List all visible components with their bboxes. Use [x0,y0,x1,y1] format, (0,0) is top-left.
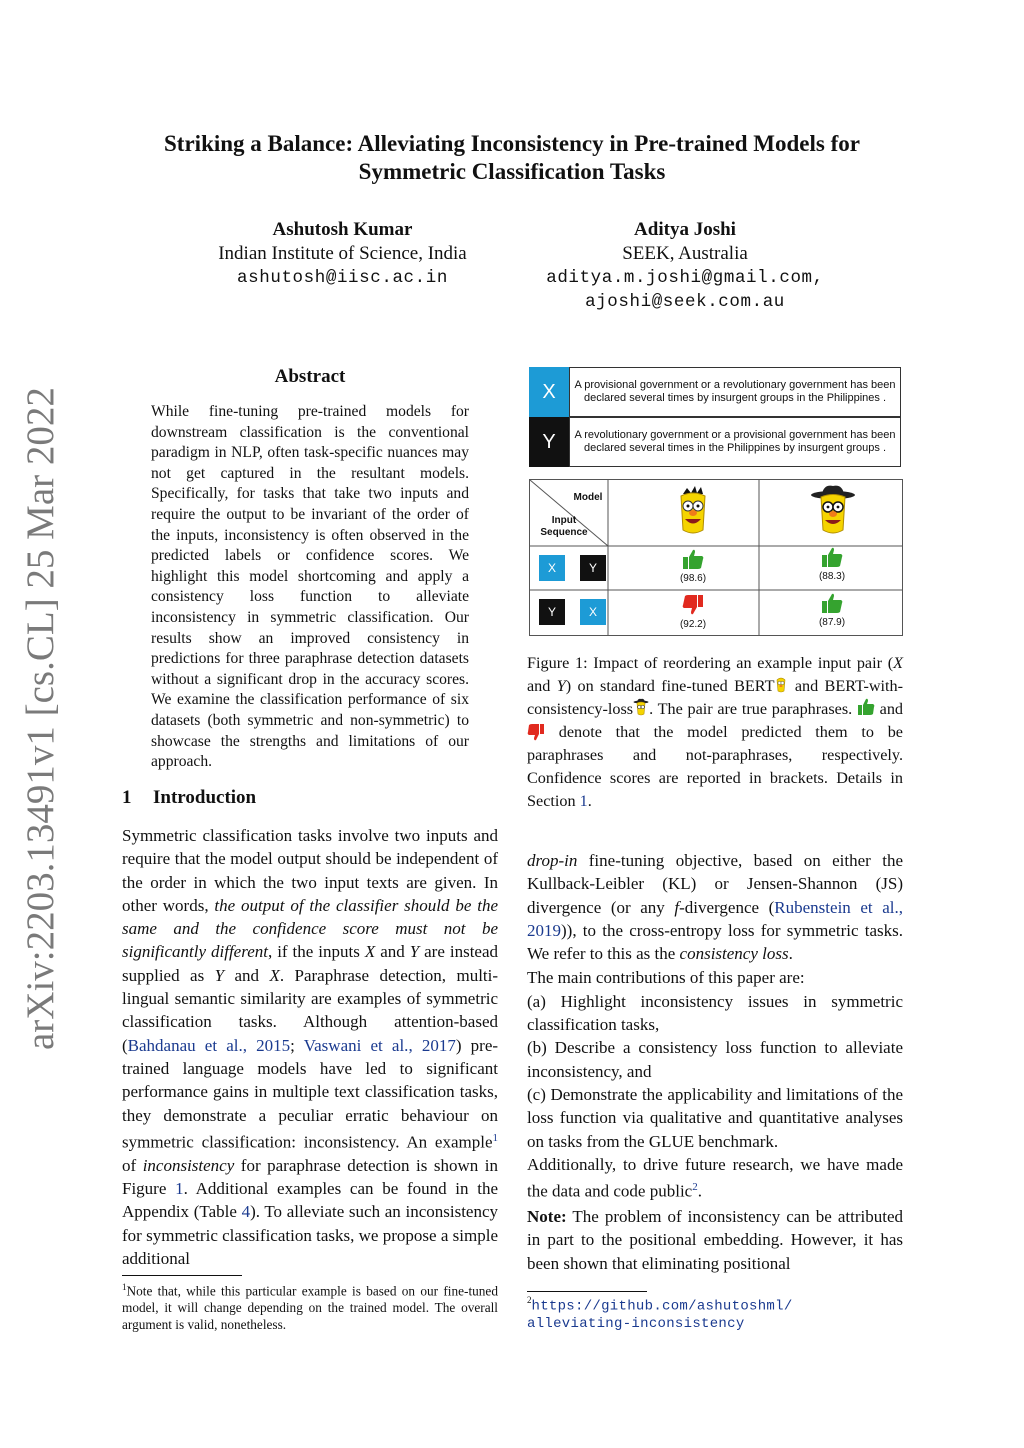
thumbs-up-icon [821,592,843,614]
row2-bert-score: (92.2) [679,619,707,630]
row1-consistency-score: (88.3) [818,571,846,582]
thumbs-up-icon [857,698,875,716]
section-heading [122,787,256,809]
right-column-text [527,849,903,1275]
thumbs-down-icon [682,594,704,616]
abstract-text: While fine-tuning pre-trained models for downstream classification is the conventional paradigm in NLP, often task-specific nuances may not get captured in the resultant models. Specifically, for tasks that take two inputs and require the output to be invariant of the order of the inputs, inconsistency is often observed in the predicted labels or confidence scores. We highlight this model shortcoming and apply a consistency loss function to alleviate inconsistency in symmetric classification. Our results show an improved consistency in predictions for three paraphrase detection datasets without a significant drop in the accuracy scores. We examine the classification performance of six datasets (both symmetric and non-symmetric) to showcase the strengths and limitations of our approach. [151,403,469,771]
citation-link[interactable]: Rubenstein et al., 2019 [527,897,903,940]
table-ref[interactable]: 4 [241,1202,251,1222]
footnote-2: $^2$https://github.com/ashutoshml/ alleviating-inconsistency [527,1295,793,1333]
paper-title [100,130,924,186]
footnote-1: $^1$Note that, while this particular example is based on our fine-tuned model, it will change depending on the trained model. The overall argument is valid, nonetheless. [122,1282,498,1333]
footnote-rule [527,1291,647,1292]
x-sentence: A provisional government or a revolutionary government has been declared several times by insurgent groups in the Philippines . [569,367,901,417]
author-name: Aditya Joshi [634,219,736,240]
row1-second-tile: Y [580,555,606,581]
footnote-ref[interactable]: 1 [492,1131,498,1144]
citation-link[interactable]: Vaswani et al., 2017 [303,1035,456,1055]
bert-avatar-icon [673,486,713,538]
contribution-a: (a) Highlight inconsistency issues in symmetric classification tasks, [527,991,903,1035]
github-link[interactable]: https://github.com/ashutoshml/ [531,1298,793,1315]
row1-first-tile: X [539,555,565,581]
title-line-2: Symmetric Classification Tasks [358,159,666,184]
footnote-rule [122,1275,242,1276]
section-ref[interactable]: 1 [579,792,588,810]
author-name: Ashutosh Kumar [272,219,413,240]
thumbs-down-icon [527,723,545,741]
intro-paragraph: Symmetric classification tasks involve two inputs and require that the model output should be independent of the order in which the two input texts are given. In other words, the output of the classifier should be the same and the confidence score must not be significantly different, if the inputs X and Y are instead supplied as Y and X. Paraphrase detection, multi-lingual semantic similarity are examples of symmetric classification tasks. Although attention-based (Bahdanau et al., 2015; Vaswani et al., 2017) pre-trained language models have led to significant performance gains in multiple text classification tasks, they demonstrate a peculiar erratic behaviour on symmetric classification: inconsistency. An example$^1$ of inconsistency for paraphrase detection is shown in Figure 1. Additional examples can be found in the Appendix (Table 4). To alleviate such an inconsistency for symmetric classification tasks, we propose a simple additional [122,826,499,1268]
row2-consistency-score: (87.9) [818,617,846,628]
arxiv-identifier: arXiv:2203.13491v1 [cs.CL] 25 Mar 2022 [19,387,62,1050]
author-block-1 [190,218,495,290]
row2-second-tile: X [580,599,606,625]
note-paragraph: Note: The problem of inconsistency can be attributed in part to the positional embedding. However, it has been shown that eliminating positional [527,1207,904,1273]
thumbs-up-icon [682,548,704,570]
thumbs-up-icon [821,546,843,568]
footnote-ref[interactable]: 2 [692,1181,698,1194]
additional-paragraph: Additionally, to drive future research, we have made the data and code public$^2$. [527,1154,903,1201]
contribution-b: (b) Describe a consistency loss function to alleviate inconsistency, and [527,1038,903,1081]
paragraph-consistency-loss: drop-in fine-tuning objective, based on either the Kullback-Leibler (KL) or Jensen-Shannon (JS) divergence (or any f-divergence (Rubenstein et al., 2019)), to the cross-entropy loss for symmetric tasks. We refer to this as the consistency loss. [527,851,903,964]
contribution-c: (c) Demonstrate the applicability and limitations of the loss function via qualitative and quantitative analyses on tasks from the GLUE benchmark. [527,1084,903,1151]
section-title: Introduction [153,787,257,808]
abstract-heading: Abstract [274,366,346,387]
github-link-continued[interactable]: alleviating-inconsistency [527,1316,745,1333]
y-sentence: A revolutionary government or a provisional government has been declared several times in the Philippines by insurgent groups . [569,417,901,467]
author-affiliation: SEEK, Australia [622,243,748,264]
bert-cowboy-avatar-icon [633,698,649,716]
bert-cowboy-avatar-icon [810,484,856,536]
header-model: Model [573,492,603,503]
bert-avatar-icon [774,675,788,693]
title-line-1: Striking a Balance: Alleviating Inconsistency in Pre-trained Models for [164,131,860,156]
figure-prediction-table [529,479,903,636]
header-input-sequence: Input Sequence [540,515,588,538]
author-email: ashutosh@iisc.ac.in [237,268,448,288]
figure-ref[interactable]: 1 [175,1179,184,1199]
author-email: aditya.m.joshi@gmail.com, [546,268,824,288]
x-tile: X [529,367,569,417]
author-block-2 [520,218,850,314]
y-tile: Y [529,417,569,467]
row1-bert-score: (98.6) [679,573,707,584]
contributions-intro: The main contributions of this paper are: [527,968,805,988]
section-number: 1 [122,787,132,808]
figure-sentence-pair [529,367,901,467]
figure-caption: Figure 1: Impact of reordering an example input pair (X and Y) on standard fine-tuned BERT and BERT-with-consistency-loss . The pair are true paraphrases. and denote that the model predicted them to be paraphrases and not-paraphrases, respectively. Confidence scores are reported in brackets. Details in Section 1. [527,654,904,810]
citation-link[interactable]: Bahdanau et al., 2015 [127,1035,291,1055]
author-affiliation: Indian Institute of Science, India [218,243,467,264]
author-email-2: ajoshi@seek.com.au [585,292,785,312]
row2-first-tile: Y [539,599,565,625]
